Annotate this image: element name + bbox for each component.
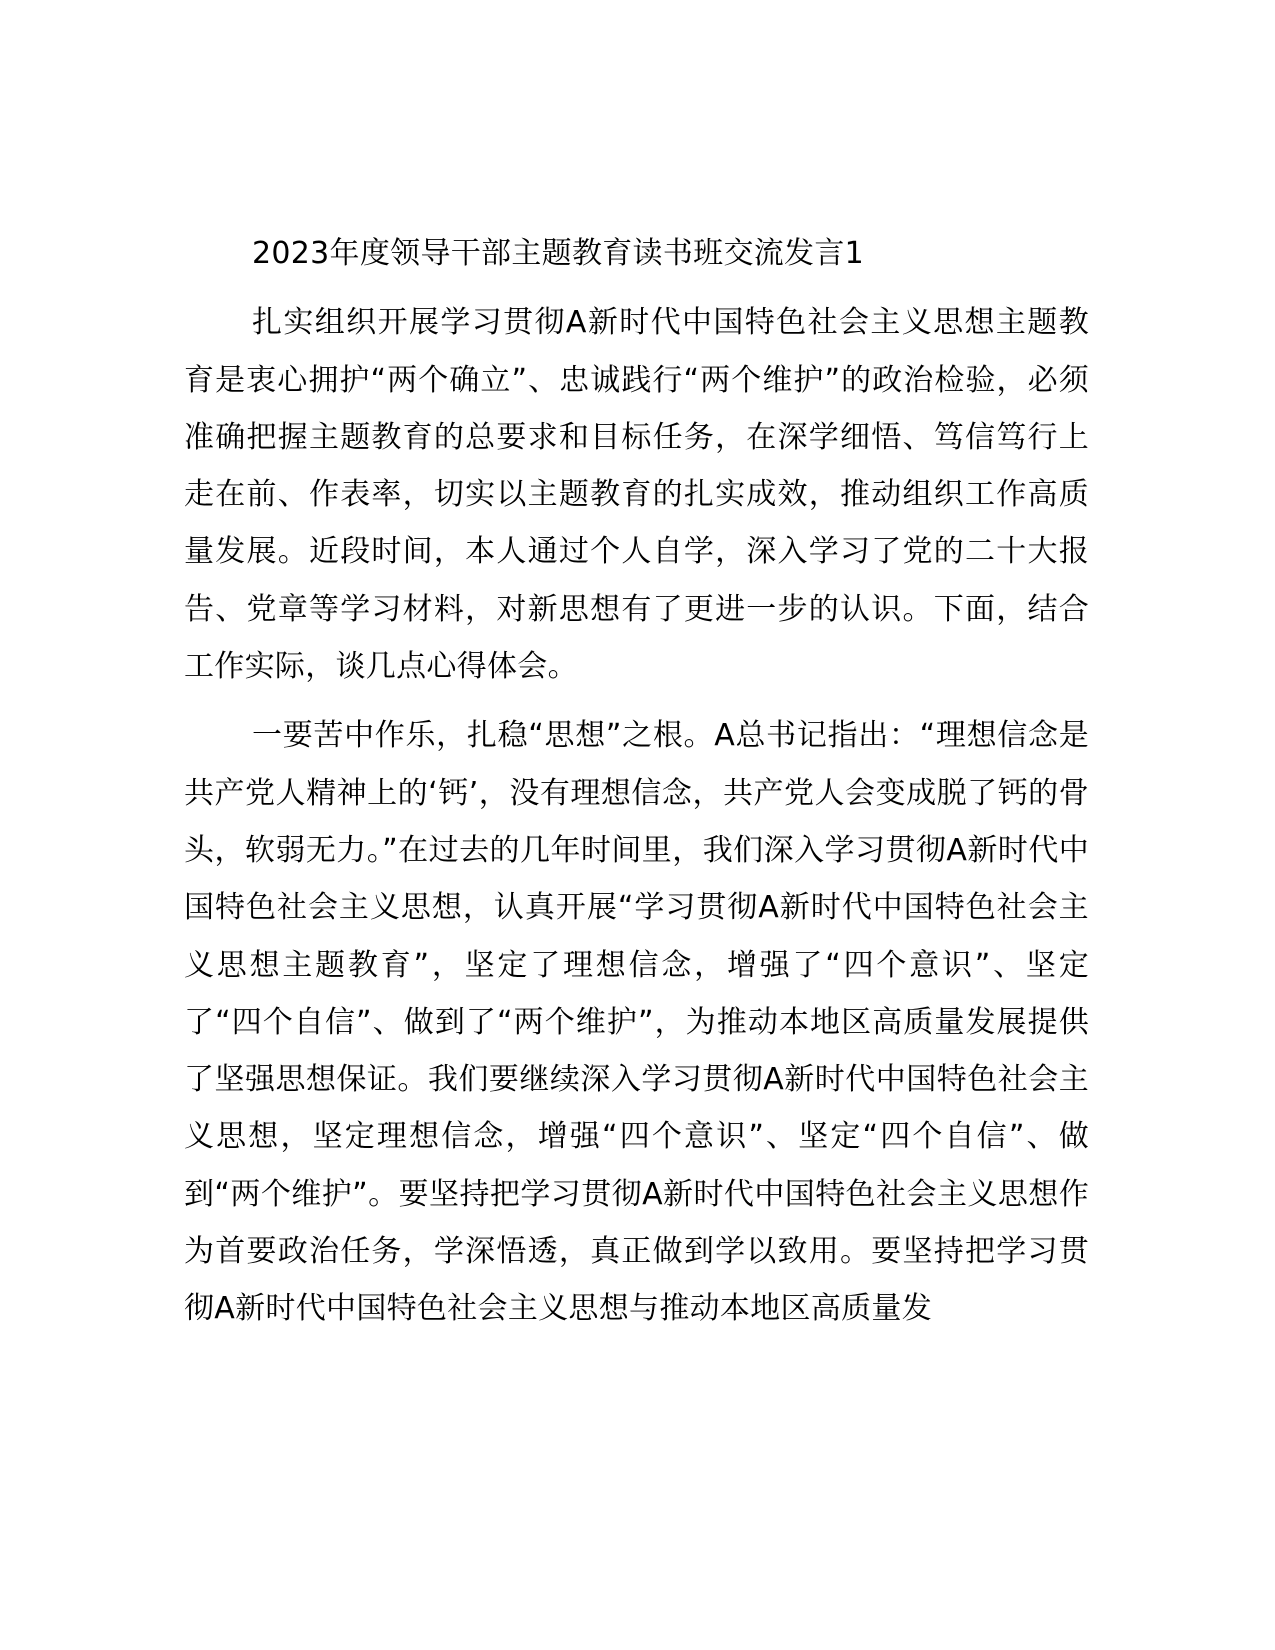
document-title: 2023年度领导干部主题教育读书班交流发言1 [252, 236, 865, 271]
paragraph-point-one: 一要苦中作乐，扎稳“思想”之根。A总书记指出：“理想信念是共产党人精神上的‘钙’，没有理想信念，共产党人会变成脱了钙的骨头，软弱无力。”在过去的几年时间里，我们深入学习贯彻A新时代中国特色社会主义思想，认真开展“学习贯彻A新时代中国特色社会主义思想主题教育”，坚定了理想信念，增强了“四个意识”、坚定了“四个自信”、做到了“两个维护”，为推动本地区高质量发展提供了坚强思想保证。我们要继续深入学习贯彻A新时代中国特色社会主义思想，坚定理想信念，增强“四个意识”、坚定“四个自信”、做到“两个维护”。要坚持把学习贯彻A新时代中国特色社会主义思想作为首要政治任务，学深悟透，真正做到学以致用。要坚持把学习贯彻A新时代中国特色社会主义思想与推动本地区高质量发 [184, 718, 1089, 1327]
paragraph-intro: 扎实组织开展学习贯彻A新时代中国特色社会主义思想主题教育是衷心拥护“两个确立”、忠诚践行“两个维护”的政治检验，必须准确把握主题教育的总要求和目标任务，在深学细悟、笃信笃行上走在前、作表率，切实以主题教育的扎实成效，推动组织工作高质量发展。近段时间，本人通过个人自学，深入学习了党的二十大报告、党章等学习材料，对新思想有了更进一步的认识。下面，结合工作实际，谈几点心得体会。 [184, 305, 1089, 685]
document-body [184, 225, 1089, 1338]
